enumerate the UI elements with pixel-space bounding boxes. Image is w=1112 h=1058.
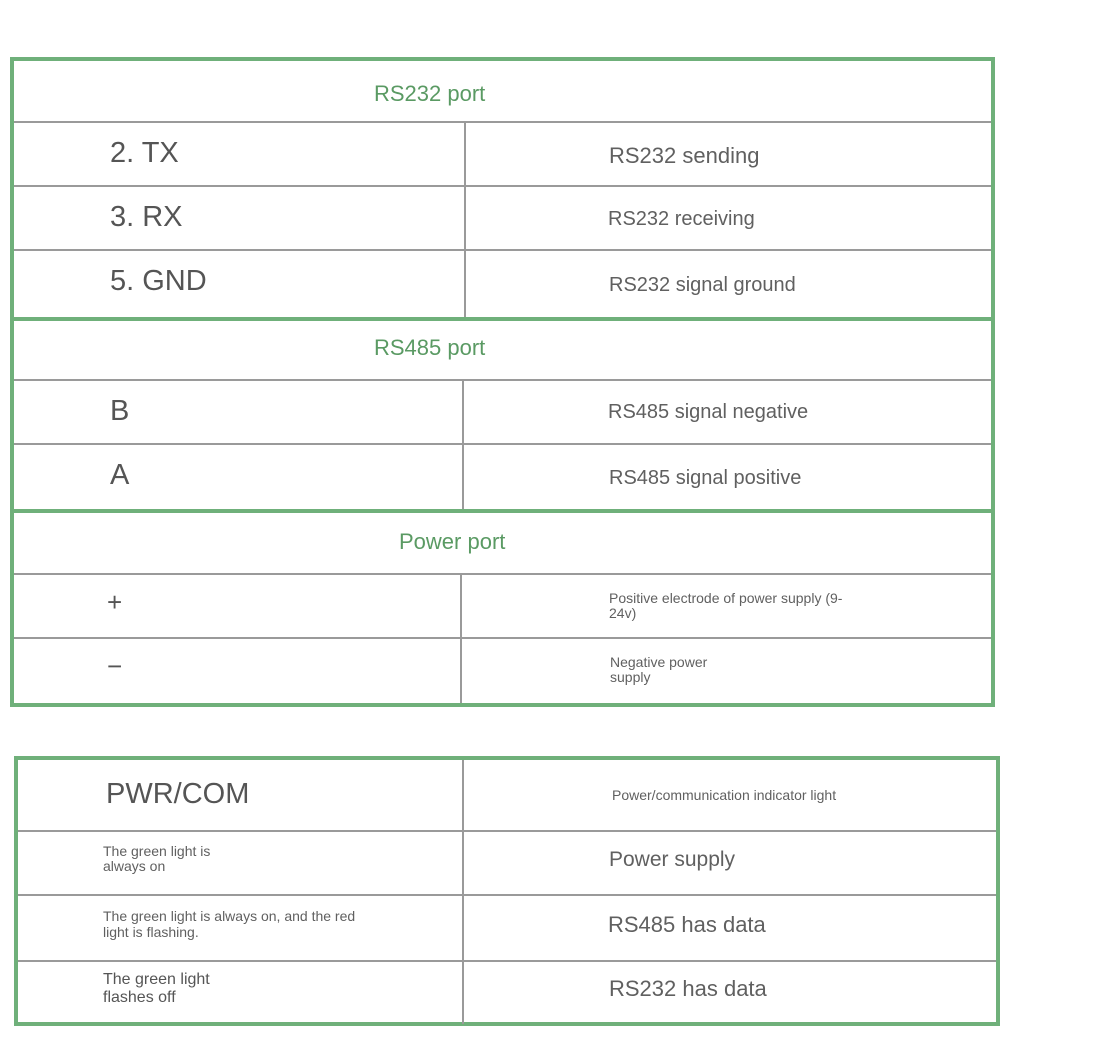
- pin-description: RS485 signal negative: [608, 401, 809, 423]
- pin-description: RS232 signal ground: [609, 274, 796, 296]
- table-row: [14, 445, 991, 509]
- rs232-header: [14, 61, 991, 123]
- pin-label: A: [110, 459, 130, 491]
- rs485-header-label: RS485 port: [374, 335, 486, 360]
- table-row: [18, 962, 996, 1024]
- indicator-description: Power/communication indicator light: [612, 787, 837, 803]
- pin-description: RS485 signal positive: [609, 467, 802, 489]
- pin-description: Negative power supply: [610, 654, 708, 685]
- indicator-state: The green light is always on: [103, 843, 211, 874]
- pin-label: B: [110, 395, 130, 427]
- pin-label: −: [107, 651, 123, 681]
- power-header: [14, 513, 991, 575]
- pin-description: Positive electrode of power supply (9-24v): [609, 590, 843, 621]
- pin-description: RS232 receiving: [608, 208, 755, 230]
- indicator-table: [14, 756, 1000, 1026]
- pin-label: 2. TX: [110, 137, 179, 169]
- pin-label: 5. GND: [110, 265, 207, 297]
- indicator-description: RS485 has data: [608, 912, 766, 937]
- power-header-label: Power port: [399, 529, 506, 554]
- indicator-description: RS232 has data: [609, 976, 767, 1001]
- pin-label: +: [107, 587, 123, 617]
- pin-description: RS232 sending: [609, 143, 760, 168]
- pin-label: 3. RX: [110, 201, 183, 233]
- port-table: [10, 57, 995, 707]
- indicator-state: The green light is always on, and the red light is flashing.: [103, 908, 356, 940]
- table-row: [14, 251, 991, 317]
- rs232-header-label: RS232 port: [374, 81, 486, 106]
- table-row: [14, 639, 991, 703]
- indicator-state: The green light flashes off: [103, 971, 210, 1006]
- table-row: [18, 832, 996, 896]
- table-row: [14, 381, 991, 445]
- table-row: [18, 760, 996, 832]
- table-row: [14, 187, 991, 251]
- indicator-description: Power supply: [609, 848, 736, 871]
- table-row: [18, 896, 996, 962]
- table-row: [14, 575, 991, 639]
- rs485-header: [14, 321, 991, 381]
- table-row: [14, 123, 991, 187]
- indicator-label: PWR/COM: [106, 778, 250, 810]
